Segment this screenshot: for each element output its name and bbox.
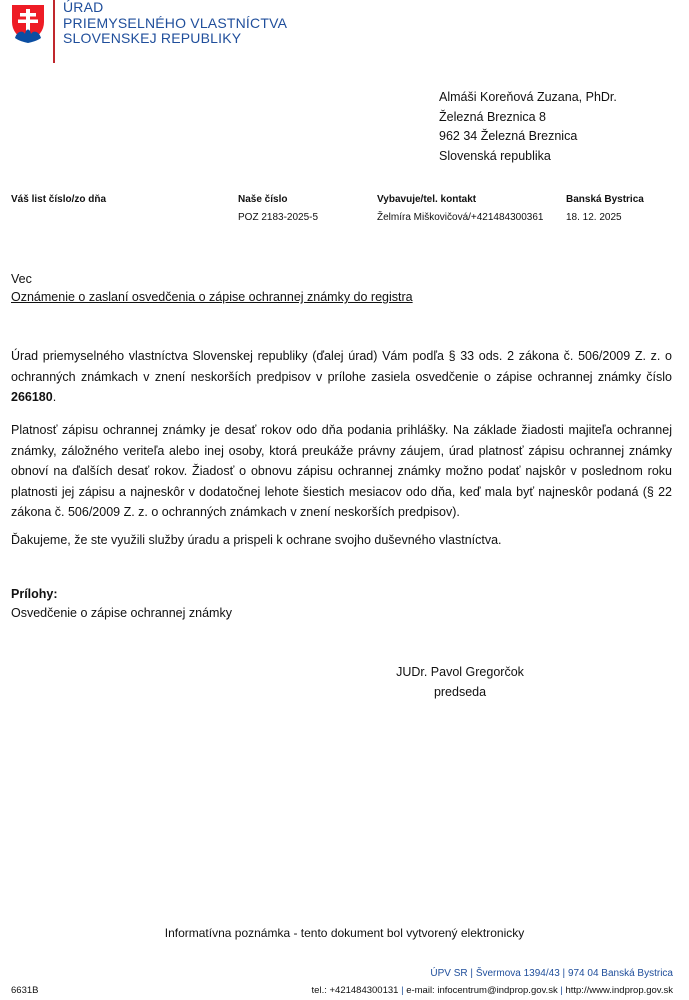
contact-label: Vybavuje/tel. kontakt: [377, 194, 477, 205]
paragraph-2: Platnosť zápisu ochrannej známky je desať rokov odo dňa podania prihlášky. Na základe žiadosti majiteľa ochrannej známky, záložného veriteľa alebo inej osoby, ktorá preukáže právny záujem, úrad platnosť zápisu ochrannej známky obnoví na ďalších desať rokov. Žiadosť o obnovu zápisu ochrannej známky možno podať najskôr v poslednom roku platnosti jej zápisu a najneskôr v dodatočnej lehote šiestich mesiacov odo dňa, keď mala byť najneskôr podaná (§ 22 zákona č. 506/2009 Z. z. o ochranných známkach v znení neskorších predpisov).: [11, 423, 672, 519]
footer-separator: |: [560, 985, 566, 996]
footer-contact: [312, 985, 673, 996]
paragraph-3: Ďakujeme, že ste využili služby úradu a prispeli k ochrane svojho duševného vlastníctva.: [11, 533, 502, 547]
footer-address: [430, 968, 673, 979]
our-ref-label: Naše číslo: [238, 194, 288, 205]
recipient-name: Almáši Koreňová Zuzana, PhDr.: [439, 90, 617, 104]
signer-name: JUDr. Pavol Gregorčok: [396, 665, 524, 679]
recipient-street: Železná Breznica 8: [439, 109, 547, 124]
trademark-number: 266180: [11, 390, 53, 404]
recipient-country: Slovenská republika: [439, 148, 551, 163]
footer-web[interactable]: http://www.indprop.gov.sk: [565, 985, 673, 996]
header-divider: [53, 0, 55, 63]
subject: Oznámenie o zaslaní osvedčenia o zápise ochrannej známky do registra: [11, 290, 413, 304]
footer-separator: |: [562, 968, 568, 979]
attachments-title: Prílohy:: [11, 587, 58, 601]
footer-office: ÚPV SR: [430, 968, 468, 979]
contact-value: Želmíra Miškovičová/+421484300361: [377, 212, 544, 223]
recipient-address: [439, 88, 617, 166]
footer-phone: tel.: +421484300131: [311, 985, 399, 996]
footer-street: Švermova 1394/43: [475, 968, 560, 979]
recipient-city: 962 34 Železná Breznica: [439, 129, 578, 143]
office-line: PRIEMYSELNÉHO VLASTNÍCTVA: [63, 14, 288, 31]
signer-title: predseda: [433, 685, 487, 699]
coat-of-arms-icon: [9, 2, 47, 44]
attachment-item: Osvedčenie o zápise ochrannej známky: [11, 606, 232, 620]
office-name: [63, 0, 287, 47]
place-label: Banská Bystrica: [566, 194, 644, 205]
paragraph-1: [11, 346, 672, 408]
subject-label: Vec: [11, 272, 32, 286]
date-value: 18. 12. 2025: [566, 212, 622, 223]
footer-email[interactable]: e-mail: infocentrum@indprop.gov.sk: [406, 985, 558, 996]
paragraph-1-end: .: [52, 390, 57, 404]
our-ref-value: POZ 2183-2025-5: [238, 212, 319, 223]
electronic-note: Informatívna poznámka - tento dokument bol vytvorený elektronicky: [164, 926, 525, 940]
your-ref-label: Váš list číslo/zo dňa: [11, 194, 107, 205]
document-code: 6631B: [11, 985, 39, 996]
office-line: ÚRAD: [63, 0, 104, 15]
footer-separator: |: [470, 968, 476, 979]
paragraph-1-text: Úrad priemyselného vlastníctva Slovenskej republiky (ďalej úrad) Vám podľa § 33 ods. 2 zákona č. 506/2009 Z. z. o ochranných známkach v znení neskorších predpisov v prílohe zasiela osvedčenie o zápise ochrannej známky číslo: [11, 349, 672, 384]
footer-separator: |: [401, 985, 407, 996]
signature-block: [370, 662, 550, 702]
footer-city: 974 04 Banská Bystrica: [567, 968, 673, 979]
office-line: SLOVENSKEJ REPUBLIKY: [63, 30, 242, 46]
